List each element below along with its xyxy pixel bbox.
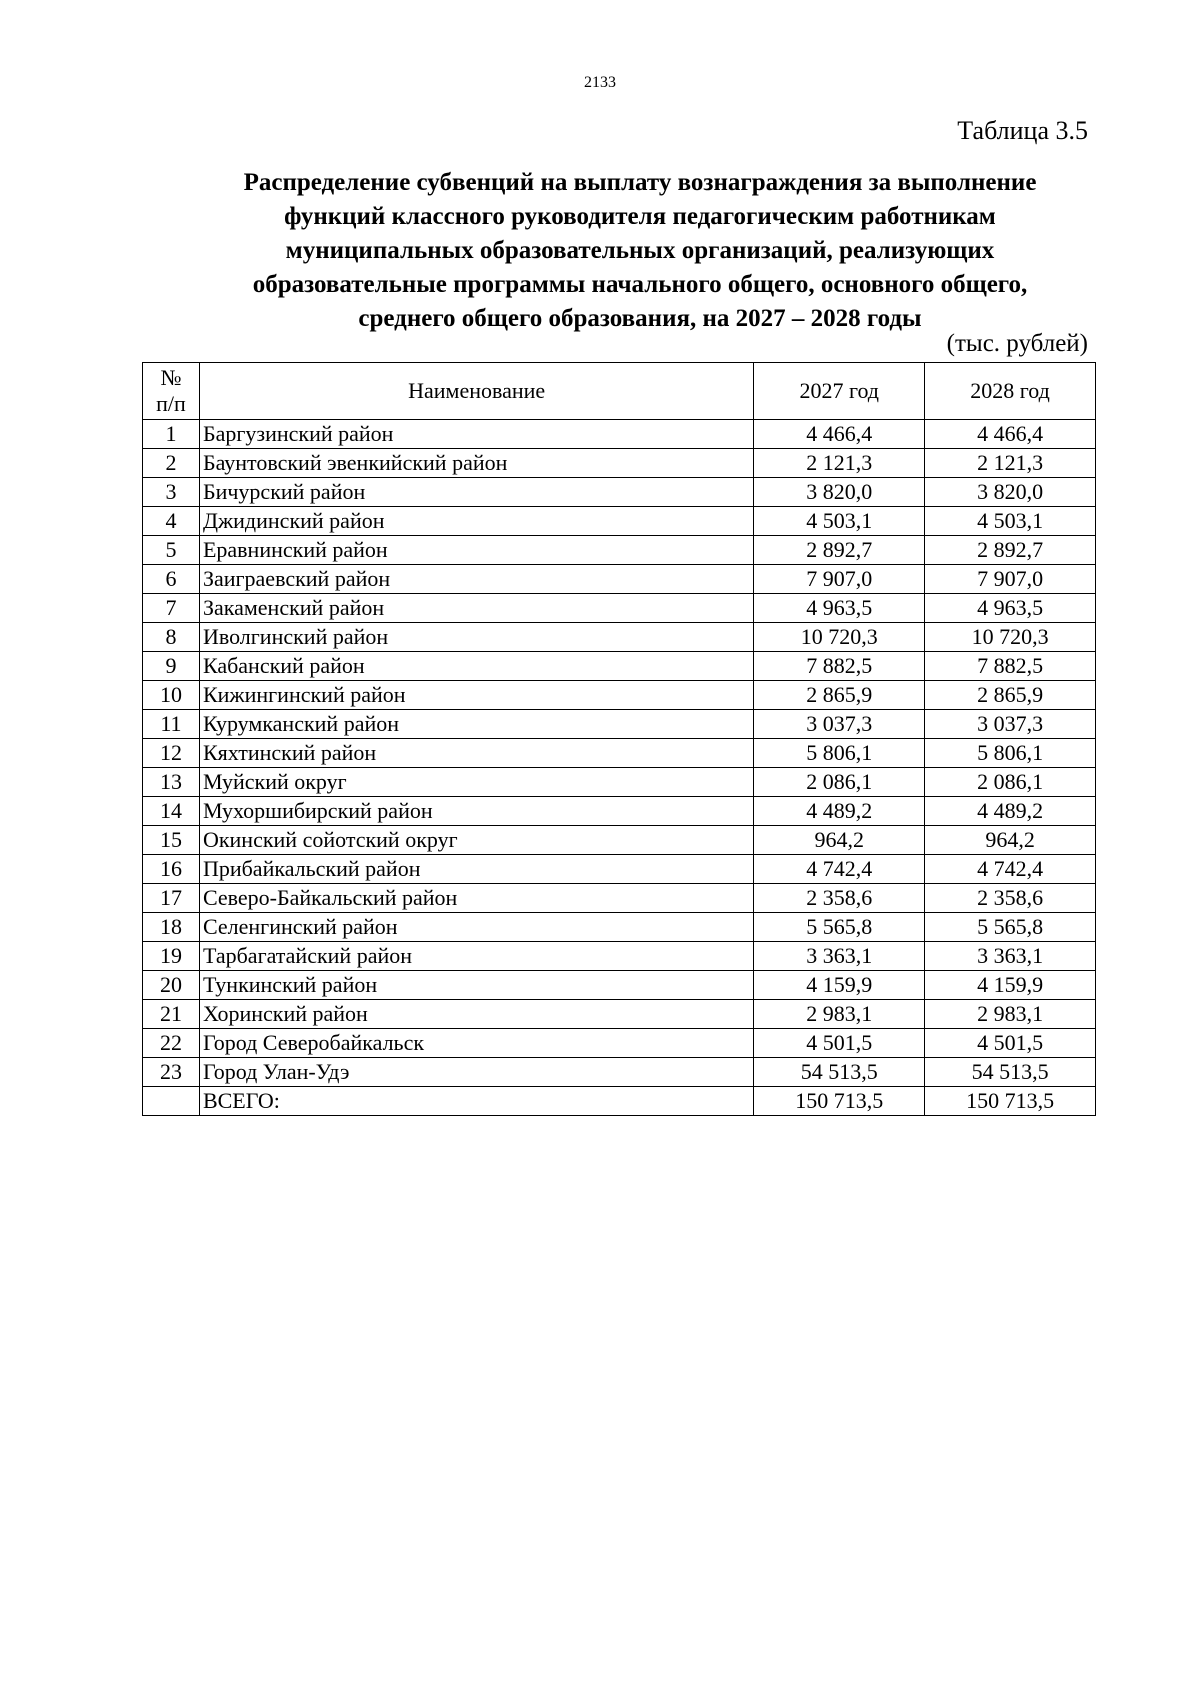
row-name: Кяхтинский район xyxy=(199,739,753,768)
row-value-2028: 3 037,3 xyxy=(925,710,1096,739)
row-number: 2 xyxy=(143,449,200,478)
page-number: 2133 xyxy=(584,74,616,91)
row-value-2027: 7 882,5 xyxy=(754,652,925,681)
table-row xyxy=(143,826,1096,855)
row-number: 9 xyxy=(143,652,200,681)
row-name: Тункинский район xyxy=(199,971,753,1000)
row-name: Окинский сойотский округ xyxy=(199,826,753,855)
row-number: 8 xyxy=(143,623,200,652)
title-line: функций классного руководителя педагогическим работникам xyxy=(284,203,996,230)
row-name: Бичурский район xyxy=(199,478,753,507)
table-row xyxy=(143,478,1096,507)
row-value-2027: 4 466,4 xyxy=(754,420,925,449)
row-number: 10 xyxy=(143,681,200,710)
table-row xyxy=(143,855,1096,884)
row-value-2028: 7 882,5 xyxy=(925,652,1096,681)
header-number-pp: п/п xyxy=(156,391,186,416)
header-number-symbol: № xyxy=(160,365,182,390)
row-value-2028: 964,2 xyxy=(925,826,1096,855)
table-row xyxy=(143,565,1096,594)
row-name: Хоринский район xyxy=(199,1000,753,1029)
row-number: 16 xyxy=(143,855,200,884)
row-number xyxy=(143,1087,200,1116)
row-value-2028: 2 892,7 xyxy=(925,536,1096,565)
row-number: 12 xyxy=(143,739,200,768)
header-2028: 2028 год xyxy=(925,363,1096,420)
row-value-2027: 2 892,7 xyxy=(754,536,925,565)
header-2027: 2027 год xyxy=(754,363,925,420)
table-row xyxy=(143,623,1096,652)
row-number: 11 xyxy=(143,710,200,739)
row-number: 14 xyxy=(143,797,200,826)
row-number: 22 xyxy=(143,1029,200,1058)
table-row xyxy=(143,594,1096,623)
row-number: 1 xyxy=(143,420,200,449)
row-value-2027: 3 363,1 xyxy=(754,942,925,971)
row-name: Кабанский район xyxy=(199,652,753,681)
table-row xyxy=(143,884,1096,913)
row-name: Селенгинский район xyxy=(199,913,753,942)
table-body xyxy=(143,420,1096,1116)
table-row xyxy=(143,913,1096,942)
total-row xyxy=(143,1087,1096,1116)
row-value-2027: 3 820,0 xyxy=(754,478,925,507)
row-number: 5 xyxy=(143,536,200,565)
row-value-2028: 4 963,5 xyxy=(925,594,1096,623)
row-value-2027: 4 159,9 xyxy=(754,971,925,1000)
row-number: 17 xyxy=(143,884,200,913)
row-value-2028: 4 503,1 xyxy=(925,507,1096,536)
row-number: 7 xyxy=(143,594,200,623)
table-row xyxy=(143,449,1096,478)
row-value-2028: 2 865,9 xyxy=(925,681,1096,710)
row-number: 21 xyxy=(143,1000,200,1029)
table-row xyxy=(143,768,1096,797)
row-value-2027: 2 121,3 xyxy=(754,449,925,478)
row-name: ВСЕГО: xyxy=(199,1087,753,1116)
title-line: муниципальных образовательных организаций, реализующих xyxy=(285,237,995,264)
row-value-2028: 4 501,5 xyxy=(925,1029,1096,1058)
row-name: Город Северобайкальск xyxy=(199,1029,753,1058)
table-row xyxy=(143,1000,1096,1029)
row-value-2028: 150 713,5 xyxy=(925,1087,1096,1116)
table-row xyxy=(143,420,1096,449)
header-number xyxy=(143,363,200,420)
row-name: Кижингинский район xyxy=(199,681,753,710)
table-label: Таблица 3.5 xyxy=(957,116,1088,145)
row-value-2027: 4 963,5 xyxy=(754,594,925,623)
row-name: Баунтовский эвенкийский район xyxy=(199,449,753,478)
table-row xyxy=(143,739,1096,768)
row-value-2027: 964,2 xyxy=(754,826,925,855)
row-name: Прибайкальский район xyxy=(199,855,753,884)
row-number: 15 xyxy=(143,826,200,855)
row-name: Тарбагатайский район xyxy=(199,942,753,971)
row-value-2027: 2 086,1 xyxy=(754,768,925,797)
table-row xyxy=(143,652,1096,681)
row-value-2027: 2 865,9 xyxy=(754,681,925,710)
row-value-2027: 7 907,0 xyxy=(754,565,925,594)
row-value-2027: 150 713,5 xyxy=(754,1087,925,1116)
row-value-2028: 4 159,9 xyxy=(925,971,1096,1000)
row-name: Северо-Байкальский район xyxy=(199,884,753,913)
row-value-2028: 4 466,4 xyxy=(925,420,1096,449)
title-line: образовательные программы начального общего, основного общего, xyxy=(252,271,1028,298)
row-value-2027: 4 503,1 xyxy=(754,507,925,536)
row-value-2028: 5 806,1 xyxy=(925,739,1096,768)
row-name: Иволгинский район xyxy=(199,623,753,652)
table-row xyxy=(143,942,1096,971)
table-header-row xyxy=(143,363,1096,420)
table-row xyxy=(143,681,1096,710)
row-name: Баргузинский район xyxy=(199,420,753,449)
row-value-2027: 2 983,1 xyxy=(754,1000,925,1029)
row-value-2027: 5 806,1 xyxy=(754,739,925,768)
row-value-2028: 54 513,5 xyxy=(925,1058,1096,1087)
row-value-2027: 2 358,6 xyxy=(754,884,925,913)
row-number: 23 xyxy=(143,1058,200,1087)
row-name: Еравнинский район xyxy=(199,536,753,565)
table-row xyxy=(143,971,1096,1000)
title-line: Распределение субвенций на выплату вознаграждения за выполнение xyxy=(243,169,1037,196)
row-name: Мухоршибирский район xyxy=(199,797,753,826)
row-number: 3 xyxy=(143,478,200,507)
row-value-2028: 10 720,3 xyxy=(925,623,1096,652)
row-value-2028: 7 907,0 xyxy=(925,565,1096,594)
table-row xyxy=(143,1029,1096,1058)
row-value-2027: 54 513,5 xyxy=(754,1058,925,1087)
row-value-2028: 4 489,2 xyxy=(925,797,1096,826)
subvention-table xyxy=(142,362,1096,1116)
table-row xyxy=(143,507,1096,536)
table-row xyxy=(143,1058,1096,1087)
header-name: Наименование xyxy=(199,363,753,420)
row-number: 18 xyxy=(143,913,200,942)
table-row xyxy=(143,797,1096,826)
row-value-2028: 4 742,4 xyxy=(925,855,1096,884)
row-name: Курумканский район xyxy=(199,710,753,739)
row-number: 6 xyxy=(143,565,200,594)
table-row xyxy=(143,710,1096,739)
document-title xyxy=(170,166,1110,336)
row-value-2028: 2 358,6 xyxy=(925,884,1096,913)
row-name: Закаменский район xyxy=(199,594,753,623)
row-name: Джидинский район xyxy=(199,507,753,536)
row-value-2027: 10 720,3 xyxy=(754,623,925,652)
row-number: 4 xyxy=(143,507,200,536)
row-name: Город Улан-Удэ xyxy=(199,1058,753,1087)
row-number: 13 xyxy=(143,768,200,797)
units-label: (тыс. рублей) xyxy=(946,330,1088,357)
row-name: Заиграевский район xyxy=(199,565,753,594)
row-value-2028: 3 363,1 xyxy=(925,942,1096,971)
row-value-2027: 5 565,8 xyxy=(754,913,925,942)
row-value-2028: 5 565,8 xyxy=(925,913,1096,942)
row-value-2027: 4 489,2 xyxy=(754,797,925,826)
title-line: среднего общего образования, на 2027 – 2028 годы xyxy=(358,305,922,332)
row-value-2028: 2 121,3 xyxy=(925,449,1096,478)
row-value-2027: 3 037,3 xyxy=(754,710,925,739)
table-row xyxy=(143,536,1096,565)
row-value-2027: 4 501,5 xyxy=(754,1029,925,1058)
row-number: 19 xyxy=(143,942,200,971)
row-value-2028: 2 086,1 xyxy=(925,768,1096,797)
row-value-2028: 2 983,1 xyxy=(925,1000,1096,1029)
row-value-2027: 4 742,4 xyxy=(754,855,925,884)
row-value-2028: 3 820,0 xyxy=(925,478,1096,507)
row-number: 20 xyxy=(143,971,200,1000)
row-name: Муйский округ xyxy=(199,768,753,797)
